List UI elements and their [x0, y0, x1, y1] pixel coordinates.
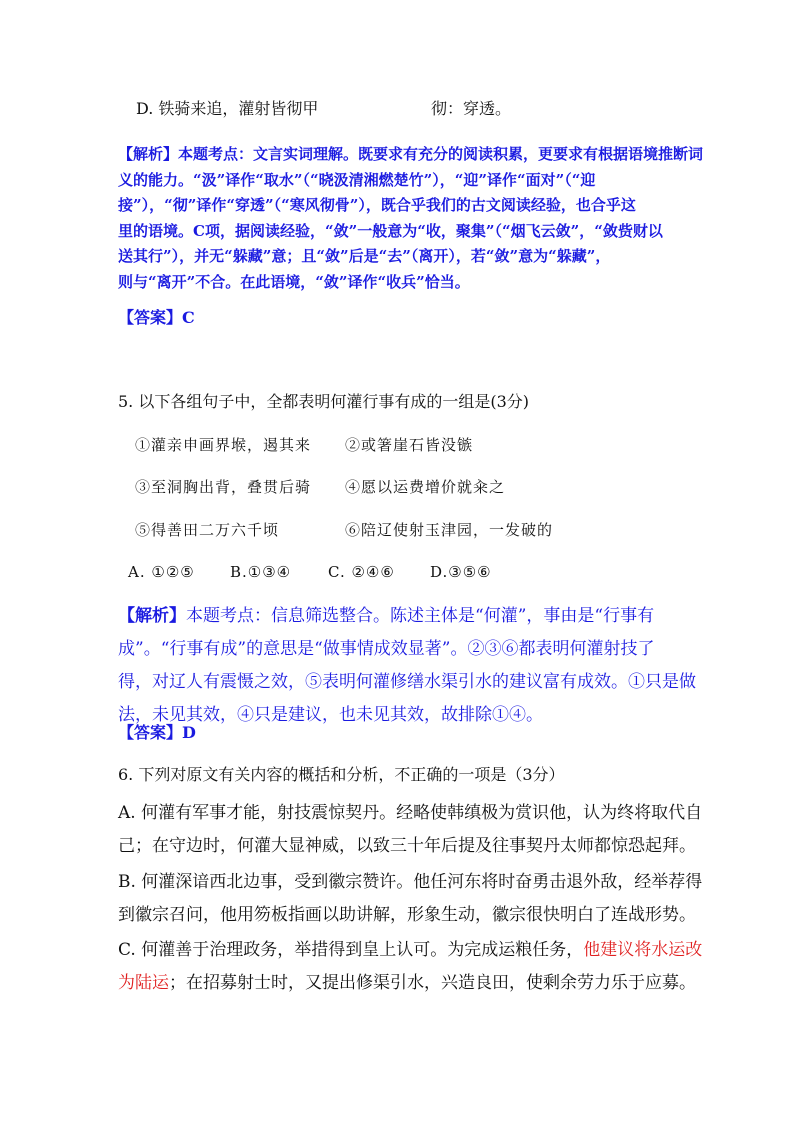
- q6-option-c: [118, 934, 703, 1000]
- q5-item-4: ④愿以运费增价就籴之: [345, 478, 506, 496]
- highlighted-error-text: 他建议将水运改: [583, 940, 703, 960]
- q4-option-d-label: D. 铁骑来追，灌射皆彻甲: [136, 99, 319, 118]
- analysis-tag: 【解析】: [118, 145, 179, 163]
- answer-tag: 【答案】: [118, 308, 183, 327]
- analysis-q4-line-3: 接”），“彻”译作“穿透”（“寒风彻骨”），既合乎我们的古文阅读经验，也合乎这: [118, 196, 636, 214]
- analysis-q5-line-2: 成”。“行事有成”的意思是“做事情成效显著”。②③⑥都表明何灌射技了: [118, 639, 655, 659]
- q6-option-b-line-2: 到徽宗召问，他用笏板指画以助讲解，形象生动，徽宗很快明白了连战形势。: [118, 905, 696, 925]
- q5-choice-a: A. ①②⑤: [128, 563, 195, 581]
- q5-stem: 5. 以下各组句子中，全都表明何灌行事有成的一组是(3分): [118, 392, 530, 411]
- q5-item-6: ⑥陪辽使射玉津园，一发破的: [345, 521, 554, 539]
- q6-option-c-line-1: C. 何灌善于治理政务，举措得到皇上认可。为完成运粮任务，他建议将水运改: [118, 940, 703, 960]
- q4-option-d-gloss: 彻：穿透。: [431, 99, 512, 118]
- q6-option-b: [118, 866, 703, 932]
- analysis-q4-line-1: 【解析】本题考点：文言实词理解。既要求有充分的阅读积累，更要求有根据语境推断词: [118, 145, 704, 163]
- analysis-q4-line-6: 则与“离开”不合。在此语境，“敛”译作“收兵”恰当。: [118, 272, 470, 291]
- analysis-tag: 【解析】: [118, 606, 186, 626]
- analysis-q5-line-3: 得，对辽人有震慑之效，⑤表明何灌修缮水渠引水的建议富有成效。①只是做: [118, 672, 696, 692]
- analysis-q4: [118, 142, 704, 295]
- q5-item-1: ①灌亲申画界堠，遏其来: [135, 436, 312, 454]
- q5-choice-c: C. ②④⑥: [328, 563, 395, 581]
- q6-option-b-line-1: B. 何灌深谙西北边事，受到徽宗赞许。他任河东将时奋勇击退外敌，经举荐得: [118, 872, 703, 892]
- highlighted-error-text: 为陆运: [118, 973, 169, 993]
- q5-choice-b: B.①③④: [230, 563, 292, 581]
- q6-option-a-line-2: 己；在守边时，何灌大显神威，以致三十年后提及往事契丹太师都惊恐起拜。: [118, 836, 696, 856]
- q5-choice-d: D.③⑤⑥: [430, 563, 492, 581]
- analysis-q5-line-1: 【解析】本题考点：信息筛选整合。陈述主体是“何灌”，事由是“行事有: [118, 606, 655, 626]
- q6-option-a: [118, 797, 703, 863]
- analysis-q4-line-5: 送其行”），并无“躲藏”意；且“敛”后是“去”（离开），若“敛”意为“躲藏”，: [118, 247, 611, 265]
- q5-item-3: ③至洞胸出背，叠贯后骑: [135, 478, 312, 496]
- answer-value: C: [182, 308, 195, 327]
- answer-tag: 【答案】: [118, 723, 183, 742]
- q5-item-5: ⑤得善田二万六千顷: [135, 521, 280, 539]
- answer-q4: [118, 305, 678, 328]
- answer-q5: [118, 720, 678, 743]
- analysis-q4-line-2: 义的能力。“汲”译作“取水”（“晓汲清湘燃楚竹”），“迎”译作“面对”（“迎: [118, 170, 596, 189]
- answer-value: D: [182, 723, 196, 742]
- q6-option-c-line-2: 为陆运；在招募射士时，又提出修渠引水，兴造良田，使剩余劳力乐于应募。: [118, 973, 696, 993]
- q6-option-a-line-1: A. 何灌有军事才能，射技震惊契丹。经略使韩缜极为赏识他，认为终将取代自: [118, 803, 703, 823]
- analysis-q4-line-4: 里的语境。C项，据阅读经验，“敛”一般意为“收，聚集”（“烟飞云敛”，“敛赀财以: [118, 221, 663, 240]
- q6-stem: 6. 下列对原文有关内容的概括和分析，不正确的一项是（3分）: [118, 765, 565, 784]
- q5-item-2: ②或箸崖石皆没镞: [345, 436, 474, 454]
- analysis-q5: [118, 600, 698, 732]
- analysis-q5-line-4: 法，未见其效，④只是建议，也未见其效，故排除①④。: [118, 705, 543, 725]
